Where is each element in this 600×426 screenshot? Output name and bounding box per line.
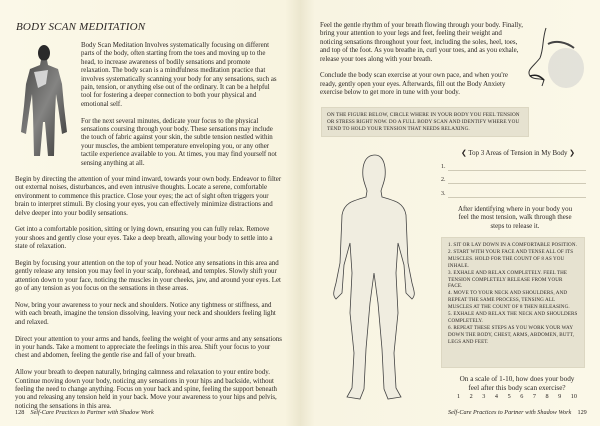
rating-option[interactable]: 9 xyxy=(558,393,562,400)
step-item: 4. MOVE TO YOUR NECK AND SHOULDERS, AND REPEAT THE SAME PROCESS, TENSING ALL MUSCLES AT THE COUNT OF 8 THEN RELEASING. xyxy=(448,290,570,311)
running-title: Self-Care Practices to Partner with Shadow Work xyxy=(448,409,572,416)
tension-input-3[interactable] xyxy=(448,190,586,198)
rating-option[interactable]: 7 xyxy=(532,393,536,400)
step-item: 1. SIT OR LAY DOWN IN A COMFORTABLE POSITION. xyxy=(448,242,577,248)
paragraph: Allow your breath to deepen naturally, bringing calmness and relaxation to your entire body. Continue moving down your body, noticing any sensations in your hips and backside, without feeling the need to change anything. Focus on your back and spine, feeling the support beneath you and releasing any tension held in your back. Move your awareness to your hips and pelvis, noticing the sensations in this area. xyxy=(15,369,277,410)
step-item: 3. EXHALE AND RELAX COMPLETELY. FEEL THE TENSION COMPLETELY RELEASE FROM YOUR FACE. xyxy=(448,269,568,290)
paragraph: Conclude the body scan exercise at your own pace, and when you're ready, gently open your eyes. Afterwards, fill out the Body Anxiety exercise below to get more in tune with your body. xyxy=(320,72,508,97)
tension-item-label: 1. xyxy=(441,164,446,170)
running-title: Self-Care Practices to Partner with Shadow Work xyxy=(30,409,154,416)
intro-text xyxy=(81,42,281,176)
page-footer xyxy=(15,409,154,416)
body-text xyxy=(15,176,283,411)
ornament-right-icon: ❯ xyxy=(569,150,575,157)
rating-option[interactable]: 3 xyxy=(482,393,486,400)
paragraph: Now, bring your awareness to your neck and shoulders. Notice any tightness or stiffness, and with each breath, imagine the tension dissolving, leaving your neck and shoulders feeling light and relaxed. xyxy=(15,302,276,326)
paragraph: Get into a comfortable position, sitting or lying down, ensuring you can fully relax. Remove your shoes and gently close your eyes. Take a deep breath, allowing your body to settle into a state of relaxation. xyxy=(15,226,273,251)
tension-input-2[interactable] xyxy=(448,176,586,184)
intro-paragraph: For the next several minutes, dedicate your focus to the physical sensations coursing through your body. These sensations may include the touch of fabric against your skin, the subtle tension nestled within your muscles, the ambient temperature enveloping you, or any other tactile experience available to you. At times, you may find yourself not sensing anything at all. xyxy=(81,117,277,167)
tension-item-label: 2. xyxy=(441,177,446,183)
rating-scale xyxy=(457,393,577,400)
paragraph: Feel the gentle rhythm of your breath flowing through your body. Finally, bring your attention to your legs and feet, feeling their weight and noticing sensations throughout your feet, including the soles, heel, toes, and top of the foot. As you breathe in, curl your toes, and as you exhale, release your toes along with your breath. xyxy=(320,22,523,63)
step-item: 5. EXHALE AND RELAX THE NECK AND SHOULDERS COMPLETELY. xyxy=(448,311,578,324)
body-outline-figure[interactable] xyxy=(322,153,428,403)
rating-option[interactable]: 2 xyxy=(469,393,473,400)
right-page xyxy=(300,0,600,426)
face-sketch-illustration xyxy=(526,26,586,94)
step-item: 2. START WITH YOUR FACE AND TENSE ALL OF ITS MUSCLES. HOLD FOR THE COUNT OF 8 AS YOU INHALE. xyxy=(448,248,574,269)
release-intro: After identifying where in your body you feel the most tension, walk through these steps to release it. xyxy=(457,206,573,230)
tension-input-1[interactable] xyxy=(448,163,586,171)
ornament-left-icon: ❮ xyxy=(461,150,467,157)
page-number: 129 xyxy=(577,409,587,416)
rating-option[interactable]: 10 xyxy=(570,393,577,400)
rating-option[interactable]: 8 xyxy=(545,393,549,400)
page-title: BODY SCAN MEDITATION xyxy=(16,21,146,33)
rating-option[interactable]: 5 xyxy=(507,393,511,400)
page-number: 128 xyxy=(15,409,25,416)
watercolor-body-illustration xyxy=(18,44,70,160)
scale-question: On a scale of 1-10, how does your body feel after this body scan exercise? xyxy=(459,375,575,392)
paragraph: Begin by focusing your attention on the top of your head. Notice any sensations in this area and gently release any tension you may feel in your scalp, forehead, and temples. Slowly shift your attention down to your face, noticing the muscles in your cheeks, jaw, and around your eyes. Let go of any tension as you focus on the sensations in these areas. xyxy=(15,260,281,293)
page-footer xyxy=(448,409,587,416)
intro-paragraph: Body Scan Meditation Involves systematically focusing on different parts of the body, often starting from the toes and moving up to the head, to increase awareness of bodily sensations and promote relaxation. The body scan is a mindfulness meditation practice that involves systematically scanning your body for any sensations, such as pain, tension, or anything else out of the ordinary. It can be a helpful tool for fostering a deeper connection to both your physical and emotional self. xyxy=(81,42,277,108)
body-text xyxy=(320,22,526,106)
paragraph: Direct your attention to your arms and hands, feeling the weight of your arms and any sensations in your hands. Take a moment to appreciate the feelings in this area. Shift your focus to your chest and abdomen, feeling the gentle rise and fall of your breath. xyxy=(15,335,282,360)
instruction-box: ON THE FIGURE BELOW, CIRCLE WHERE IN YOUR BODY YOU FEEL TENSION OR STRESS RIGHT NOW. DO A FULL BODY SCAN AND IDENTIFY WHERE YOU TEND TO HOLD YOUR TENSION THAT NEEDS RELAXING. xyxy=(321,107,529,137)
rating-option[interactable]: 1 xyxy=(457,393,461,400)
rating-option[interactable]: 6 xyxy=(520,393,524,400)
tension-item-label: 3. xyxy=(441,191,446,197)
rating-option[interactable]: 4 xyxy=(494,393,499,400)
tension-heading: ❮ Top 3 Areas of Tension in My Body ❯ xyxy=(461,150,575,157)
steps-box xyxy=(441,237,585,368)
step-item: 6. REPEAT THESE STEPS AS YOU WORK YOUR WAY DOWN THE BODY, CHEST, ARMS, ABDOMEN, BUTT, LEGS AND FEET. xyxy=(448,324,574,345)
paragraph: Begin by directing the attention of your mind inward, towards your own body. Endeavor to filter out external noises, disturbances, and even intrusive thoughts. Locate a serene, comfortable environment to commence this practice. Close your eyes; the act of sight often triggers your brain to interpret stimuli. By closing your eyes, you can effectively minimize distractions and delve deeper into your bodily sensations. xyxy=(15,176,282,217)
